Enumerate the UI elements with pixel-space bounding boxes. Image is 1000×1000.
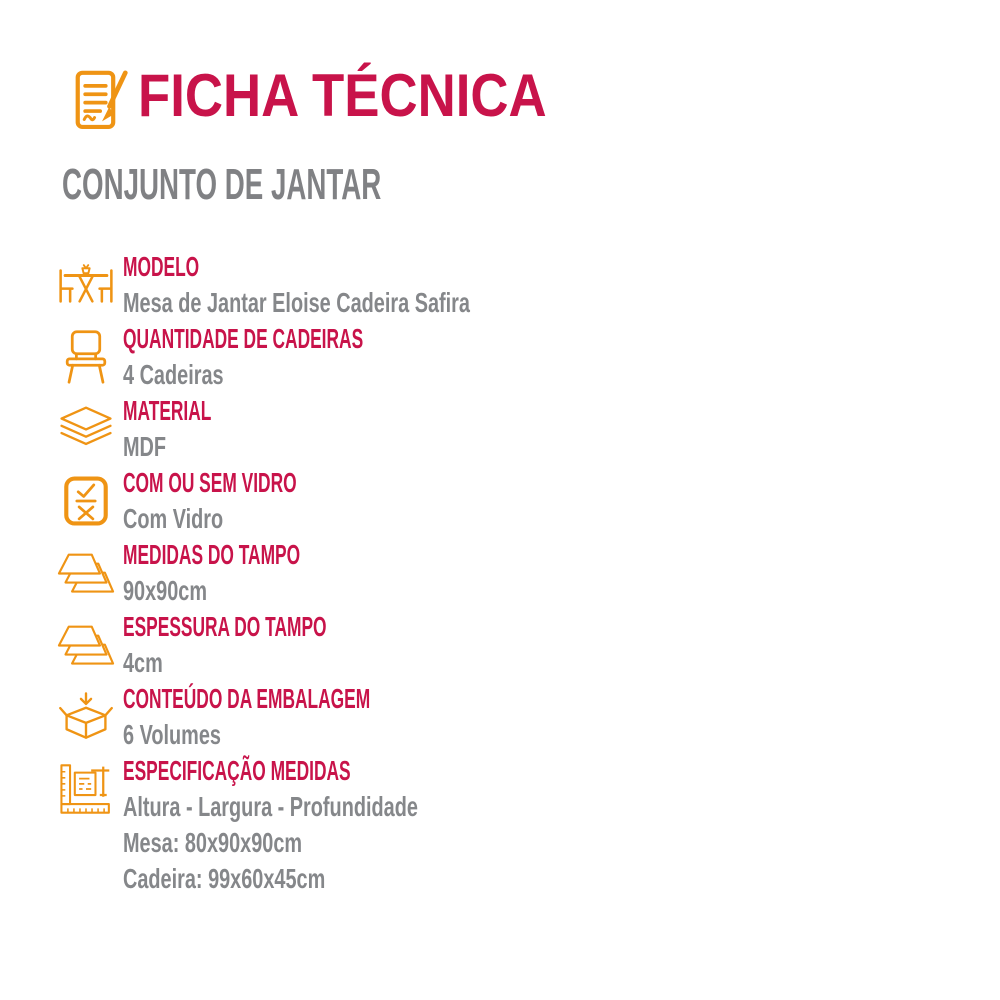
spec-row-material bbox=[55, 393, 755, 465]
spec-row-espessura-tampo bbox=[55, 609, 755, 681]
spec-label: CONTEÚDO DA EMBALAGEM bbox=[123, 683, 371, 714]
spec-label: ESPESSURA DO TAMPO bbox=[123, 611, 327, 642]
spec-row-medidas-tampo bbox=[55, 537, 755, 609]
spec-label: COM OU SEM VIDRO bbox=[123, 467, 297, 498]
spec-row-vidro bbox=[55, 465, 755, 537]
spec-row-conteudo-embalagem bbox=[55, 681, 755, 753]
document-pen-icon bbox=[74, 64, 130, 132]
page-subtitle: CONJUNTO DE JANTAR bbox=[62, 160, 382, 209]
spec-value: 90x90cm bbox=[123, 575, 208, 606]
spec-value: Altura - Largura - Profundidade bbox=[123, 791, 418, 822]
spec-value: 4cm bbox=[123, 647, 163, 678]
spec-label: MATERIAL bbox=[123, 395, 212, 426]
page-title: FICHA TÉCNICA bbox=[138, 62, 547, 129]
spec-value: Mesa de Jantar Eloise Cadeira Safira bbox=[123, 287, 470, 318]
spec-label: MODELO bbox=[123, 251, 200, 282]
open-box-icon bbox=[55, 692, 117, 742]
spec-row-quantidade-cadeiras bbox=[55, 321, 755, 393]
dining-set-icon bbox=[55, 264, 117, 306]
spec-row-especificacao-medidas bbox=[55, 753, 755, 897]
spec-label: MEDIDAS DO TAMPO bbox=[123, 539, 301, 570]
spec-label: ESPECIFICAÇÃO MEDIDAS bbox=[123, 755, 351, 786]
layers-icon bbox=[55, 406, 117, 452]
tabletop-stack-icon bbox=[55, 553, 117, 594]
spec-row-modelo bbox=[55, 249, 755, 321]
spec-value: 4 Cadeiras bbox=[123, 359, 224, 390]
spec-label: QUANTIDADE DE CADEIRAS bbox=[123, 323, 364, 354]
spec-value: Com Vidro bbox=[123, 503, 224, 534]
spec-value: 6 Volumes bbox=[123, 719, 221, 750]
spec-value: MDF bbox=[123, 431, 167, 462]
spec-list bbox=[55, 249, 755, 897]
spec-value: Mesa: 80x90x90cm bbox=[123, 827, 303, 858]
spec-value: Cadeira: 99x60x45cm bbox=[123, 863, 326, 894]
chair-icon bbox=[55, 330, 117, 384]
measurement-blueprint-icon bbox=[55, 753, 117, 825]
tabletop-stack-icon bbox=[55, 625, 117, 666]
check-x-box-icon bbox=[55, 476, 117, 526]
